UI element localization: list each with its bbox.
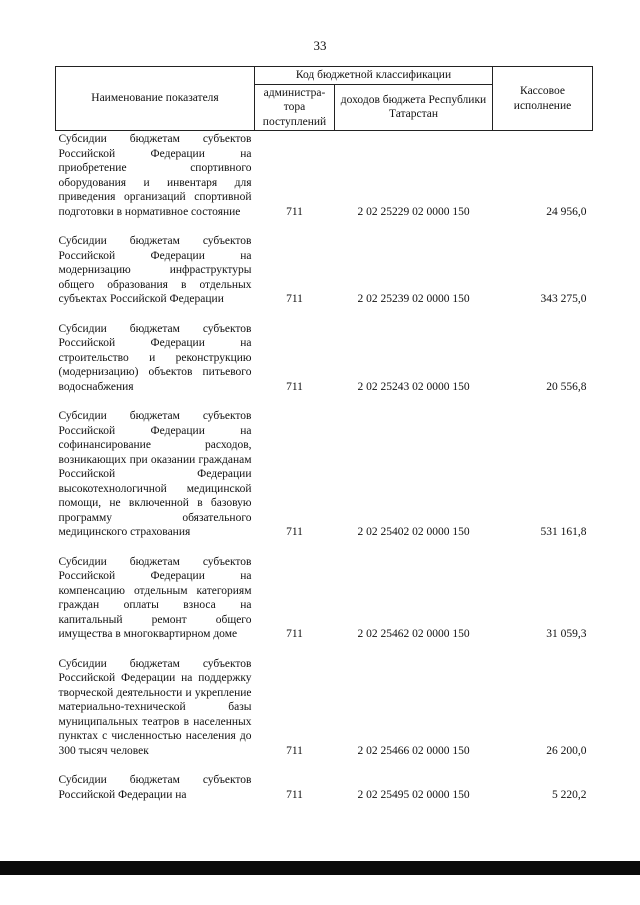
table-row — [56, 131, 593, 224]
row-amount: 531 161,8 — [540, 526, 587, 538]
row-income-code: 2 02 25466 02 0000 150 — [357, 744, 470, 757]
table-row — [56, 233, 593, 311]
scan-edge-bar — [0, 861, 640, 875]
row-name: Субсидии бюджетам субъектов Российской Федерации на софинансирование расходов, возникающих при оказании гражданам Российской Федерации высокотехнологичной медицинской помощи, не включенной в базовую программу обязательного медицинского страхования — [58, 410, 252, 538]
header-income: доходов бюджета Республики Татарстан — [335, 84, 493, 131]
row-income-code: 2 02 25495 02 0000 150 — [357, 788, 470, 801]
row-admin-code: 711 — [286, 205, 303, 218]
row-income-code: 2 02 25229 02 0000 150 — [357, 205, 470, 218]
row-admin-code: 711 — [286, 628, 303, 640]
row-admin-code: 711 — [286, 744, 303, 757]
header-amount: Кассовое исполнение — [493, 67, 593, 131]
row-amount: 31 059,3 — [546, 628, 587, 640]
header-code-group: Код бюджетной классификации — [255, 67, 493, 85]
page-number: 33 — [313, 38, 327, 53]
row-amount: 26 200,0 — [546, 744, 587, 757]
row-name: Субсидии бюджетам субъектов Российской Федерации на модернизацию инфраструктуры общего образования в отдельных субъектах Российской Федерации — [58, 235, 252, 305]
row-income-code: 2 02 25243 02 0000 150 — [357, 380, 470, 393]
row-name: Субсидии бюджетам субъектов Российской Федерации на строительство и реконструкцию (модернизацию) объектов питьевого водоснабжения — [58, 322, 252, 393]
row-admin-code: 711 — [286, 380, 303, 393]
table-row — [56, 408, 593, 544]
row-admin-code: 711 — [286, 526, 303, 538]
table-row — [56, 321, 593, 399]
row-income-code: 2 02 25402 02 0000 150 — [357, 526, 470, 538]
row-amount: 5 220,2 — [552, 788, 587, 801]
row-amount: 343 275,0 — [540, 293, 587, 305]
row-name: Субсидии бюджетам субъектов Российской Федерации на приобретение спортивного оборудования и инвентаря для приведения организаций спортивной подготовки в нормативное состояние — [58, 133, 252, 218]
row-amount: 20 556,8 — [546, 380, 587, 393]
table-row — [56, 554, 593, 646]
row-admin-code: 711 — [286, 788, 303, 801]
header-name: Наименование показателя — [56, 67, 255, 131]
row-name: Субсидии бюджетам субъектов Российской Федерации на — [58, 774, 252, 801]
table-row — [56, 772, 593, 806]
row-name: Субсидии бюджетам субъектов Российской Федерации на поддержку творческой деятельности и укрепление материально-технической базы муниципальных театров в населенных пунктах с численностью населения до 300 тысяч человек — [58, 657, 252, 757]
row-name: Субсидии бюджетам субъектов Российской Федерации на компенсацию отдельным категориям граждан оплаты взноса на капитальный ремонт общего имущества в многоквартирном доме — [58, 555, 252, 640]
row-income-code: 2 02 25462 02 0000 150 — [357, 628, 470, 640]
row-admin-code: 711 — [286, 293, 303, 305]
row-income-code: 2 02 25239 02 0000 150 — [357, 293, 470, 305]
budget-table — [55, 66, 593, 806]
row-amount: 24 956,0 — [546, 205, 587, 218]
table-row — [56, 656, 593, 763]
header-admin: администра-тора поступлений — [255, 84, 335, 131]
